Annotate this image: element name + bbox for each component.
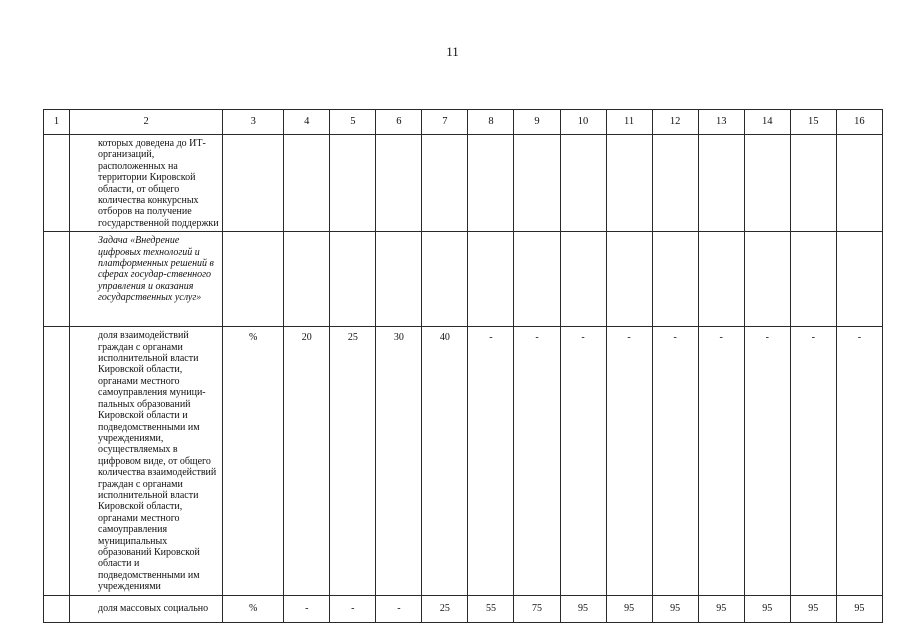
value-cell: 55 bbox=[468, 595, 514, 622]
value-cell bbox=[744, 232, 790, 327]
value-cell: 95 bbox=[606, 595, 652, 622]
value-cell: 95 bbox=[790, 595, 836, 622]
value-cell bbox=[514, 135, 560, 232]
value-cell: - bbox=[468, 327, 514, 595]
column-number: 1 bbox=[44, 110, 70, 135]
value-cell: 95 bbox=[560, 595, 606, 622]
unit-cell: % bbox=[223, 595, 284, 622]
unit-cell bbox=[223, 232, 284, 327]
value-cell bbox=[652, 232, 698, 327]
column-number: 11 bbox=[606, 110, 652, 135]
value-cell: 95 bbox=[836, 595, 882, 622]
value-cell: - bbox=[514, 327, 560, 595]
value-cell: 20 bbox=[284, 327, 330, 595]
value-cell bbox=[836, 135, 882, 232]
table-row bbox=[44, 135, 883, 232]
column-number: 3 bbox=[223, 110, 284, 135]
value-cell bbox=[836, 232, 882, 327]
column-number: 4 bbox=[284, 110, 330, 135]
column-number: 9 bbox=[514, 110, 560, 135]
table-row bbox=[44, 232, 883, 327]
value-cell bbox=[330, 135, 376, 232]
column-number: 6 bbox=[376, 110, 422, 135]
column-number: 8 bbox=[468, 110, 514, 135]
value-cell bbox=[560, 232, 606, 327]
empty-cell bbox=[44, 135, 70, 232]
value-cell bbox=[284, 232, 330, 327]
column-number: 5 bbox=[330, 110, 376, 135]
column-number: 7 bbox=[422, 110, 468, 135]
empty-cell bbox=[44, 232, 70, 327]
column-number: 13 bbox=[698, 110, 744, 135]
value-cell bbox=[698, 232, 744, 327]
value-cell bbox=[606, 135, 652, 232]
table-row bbox=[44, 327, 883, 595]
value-cell bbox=[422, 232, 468, 327]
unit-cell: % bbox=[223, 327, 284, 595]
value-cell bbox=[422, 135, 468, 232]
column-number: 15 bbox=[790, 110, 836, 135]
value-cell: - bbox=[606, 327, 652, 595]
column-number: 10 bbox=[560, 110, 606, 135]
value-cell: - bbox=[560, 327, 606, 595]
value-cell bbox=[514, 232, 560, 327]
value-cell bbox=[790, 135, 836, 232]
value-cell: - bbox=[836, 327, 882, 595]
indicators-table bbox=[43, 109, 883, 623]
value-cell bbox=[606, 232, 652, 327]
column-number: 16 bbox=[836, 110, 882, 135]
value-cell bbox=[330, 232, 376, 327]
indicator-name: доля взаимодействий граждан с органами исполнительной власти Кировской области, органами местного самоуправления муници-пальных образований Кировской области и подведомственными им учреждениями, осуществляемых в цифровом виде, от общего количества взаимодействий граждан с органами исполнительной власти Кировской области, органами местного самоуправления муниципальных образований Кировской области и подведомственными им учреждениями bbox=[70, 327, 223, 595]
value-cell bbox=[284, 135, 330, 232]
empty-cell bbox=[44, 327, 70, 595]
value-cell: - bbox=[652, 327, 698, 595]
indicator-name: доля массовых социально bbox=[70, 595, 223, 622]
value-cell: - bbox=[284, 595, 330, 622]
value-cell bbox=[790, 232, 836, 327]
value-cell: 95 bbox=[744, 595, 790, 622]
value-cell bbox=[376, 232, 422, 327]
value-cell bbox=[744, 135, 790, 232]
value-cell: 40 bbox=[422, 327, 468, 595]
page-number: 11 bbox=[446, 44, 459, 59]
value-cell: 75 bbox=[514, 595, 560, 622]
value-cell: 95 bbox=[698, 595, 744, 622]
table-header-row bbox=[44, 110, 883, 135]
unit-cell bbox=[223, 135, 284, 232]
value-cell bbox=[560, 135, 606, 232]
value-cell bbox=[468, 135, 514, 232]
value-cell bbox=[652, 135, 698, 232]
value-cell: 95 bbox=[652, 595, 698, 622]
value-cell bbox=[468, 232, 514, 327]
value-cell: 30 bbox=[376, 327, 422, 595]
indicator-name: которых доведена до ИТ-организаций, расположенных на территории Кировской области, от общего количества конкурсных отборов на получение государственной поддержки bbox=[70, 135, 223, 232]
column-number: 2 bbox=[70, 110, 223, 135]
value-cell: - bbox=[744, 327, 790, 595]
value-cell: - bbox=[790, 327, 836, 595]
empty-cell bbox=[44, 595, 70, 622]
value-cell bbox=[698, 135, 744, 232]
task-heading: Задача «Внедрение цифровых технологий и платформенных решений в сферах государ-ственного управления и оказания государственных услуг» bbox=[70, 232, 223, 327]
value-cell bbox=[376, 135, 422, 232]
column-number: 12 bbox=[652, 110, 698, 135]
value-cell: - bbox=[376, 595, 422, 622]
value-cell: - bbox=[330, 595, 376, 622]
value-cell: 25 bbox=[422, 595, 468, 622]
table-row bbox=[44, 595, 883, 622]
value-cell: - bbox=[698, 327, 744, 595]
column-number: 14 bbox=[744, 110, 790, 135]
value-cell: 25 bbox=[330, 327, 376, 595]
